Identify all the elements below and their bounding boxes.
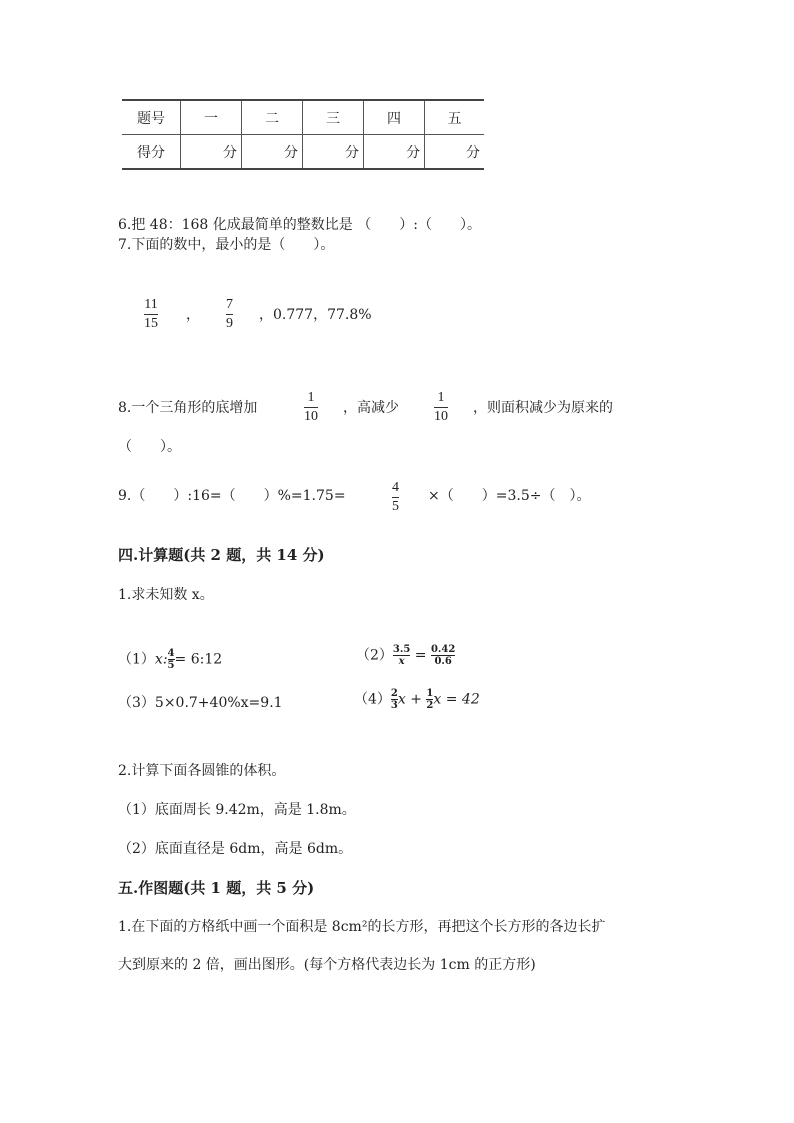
denominator: x	[398, 656, 405, 667]
equation-lead: x:	[154, 651, 168, 668]
score-table	[122, 99, 484, 170]
section-4-title: 四.计算题(共 2 题，共 14 分)	[118, 546, 325, 564]
equation-label: （2）	[356, 647, 393, 664]
fraction-bar	[144, 314, 158, 315]
denominator: 5	[167, 660, 175, 671]
section-4-q2-2: （2）底面直径是 6dm，高是 6dm。	[118, 841, 353, 857]
score-header-cell: 一	[181, 100, 242, 135]
q7-fraction-1	[144, 297, 158, 332]
fraction-bar	[392, 497, 399, 498]
equation-fraction-right	[431, 644, 455, 667]
denominator: 5	[392, 499, 399, 514]
score-cell[interactable]: 分	[181, 135, 242, 170]
score-row-label: 得分	[122, 135, 181, 170]
numerator: 1	[437, 390, 445, 405]
section-4-q2: 2.计算下面各圆锥的体积。	[118, 763, 286, 779]
fraction-bar	[226, 314, 233, 315]
equation-fraction	[168, 648, 175, 671]
equation-2	[356, 644, 455, 667]
q9-fraction	[392, 480, 399, 515]
numerator: 7	[226, 297, 233, 312]
fraction-bar	[304, 407, 318, 408]
denominator: 3	[390, 700, 398, 711]
score-header-cell: 二	[242, 100, 303, 135]
score-table-header-row	[122, 100, 484, 135]
score-cell[interactable]: 分	[425, 135, 484, 170]
q8-part2: ，高减少	[343, 400, 399, 416]
numerator: 2	[390, 688, 398, 699]
equation-4	[354, 688, 480, 711]
equation-mid: x +	[397, 691, 422, 708]
denominator: 10	[434, 409, 448, 424]
q7-options-rest: ，0.777，77.8%	[259, 307, 372, 323]
q8-fraction-2	[434, 390, 448, 425]
section-4-q2-1: （1）底面周长 9.42m，高是 1.8m。	[118, 802, 356, 818]
equation-label: （4）	[354, 691, 391, 708]
equation-fraction-1	[391, 688, 398, 711]
section-5-q1-line2: 大到原来的 2 倍，画出图形。(每个方格代表边长为 1cm 的正方形)	[118, 957, 536, 973]
q8-fraction-1	[304, 390, 318, 425]
section-5-title: 五.作图题(共 1 题，共 5 分)	[118, 879, 315, 897]
question-6: 6.把 48：168 化成最简单的整数比是 （ ）:（ ）。	[118, 217, 481, 233]
q7-fraction-2	[226, 297, 233, 332]
equation-equals: =	[414, 647, 427, 664]
score-table-score-row	[122, 135, 484, 170]
q8-line2: （ ）。	[118, 439, 181, 455]
score-header-cell: 三	[303, 100, 364, 135]
equation-3: （3）5×0.7+40%x=9.1	[118, 695, 283, 711]
numerator: 0.42	[430, 644, 456, 655]
denominator: 2	[426, 700, 434, 711]
score-header-cell: 五	[425, 100, 484, 135]
numerator: 4	[167, 648, 175, 659]
q9-part1: 9.（ ）:16=（ ）%=1.75=	[118, 488, 346, 504]
fraction-bar	[434, 407, 448, 408]
denominator: 0.6	[434, 656, 452, 667]
numerator: 4	[392, 480, 399, 495]
numerator: 1	[307, 390, 315, 405]
question-7: 7.下面的数中，最小的是（ ）。	[118, 237, 335, 253]
section-5-q1-line1: 1.在下面的方格纸中画一个面积是 8cm²的长方形，再把这个长方形的各边长扩	[118, 919, 606, 935]
denominator: 10	[304, 409, 318, 424]
q7-separator: ，	[186, 307, 200, 323]
score-cell[interactable]: 分	[242, 135, 303, 170]
numerator: 11	[144, 297, 158, 312]
score-cell[interactable]: 分	[303, 135, 364, 170]
q8-part3: ，则面积减少为原来的	[473, 400, 613, 416]
q8-part1: 8.一个三角形的底增加	[118, 400, 258, 416]
numerator: 1	[426, 688, 434, 699]
score-header-cell: 四	[364, 100, 425, 135]
equation-1	[118, 648, 222, 671]
score-cell[interactable]: 分	[364, 135, 425, 170]
equation-label: （1）	[118, 651, 155, 668]
numerator: 3.5	[392, 644, 411, 655]
denominator: 15	[144, 316, 158, 331]
q9-part2: ×（ ）=3.5÷（ ）。	[428, 488, 591, 504]
equation-fraction-left	[393, 644, 410, 667]
denominator: 9	[226, 316, 233, 331]
equation-tail: x = 42	[433, 691, 480, 708]
section-4-q1: 1.求未知数 x。	[118, 587, 214, 603]
equation-tail: = 6:12	[174, 651, 223, 668]
score-header-cell: 题号	[122, 100, 181, 135]
